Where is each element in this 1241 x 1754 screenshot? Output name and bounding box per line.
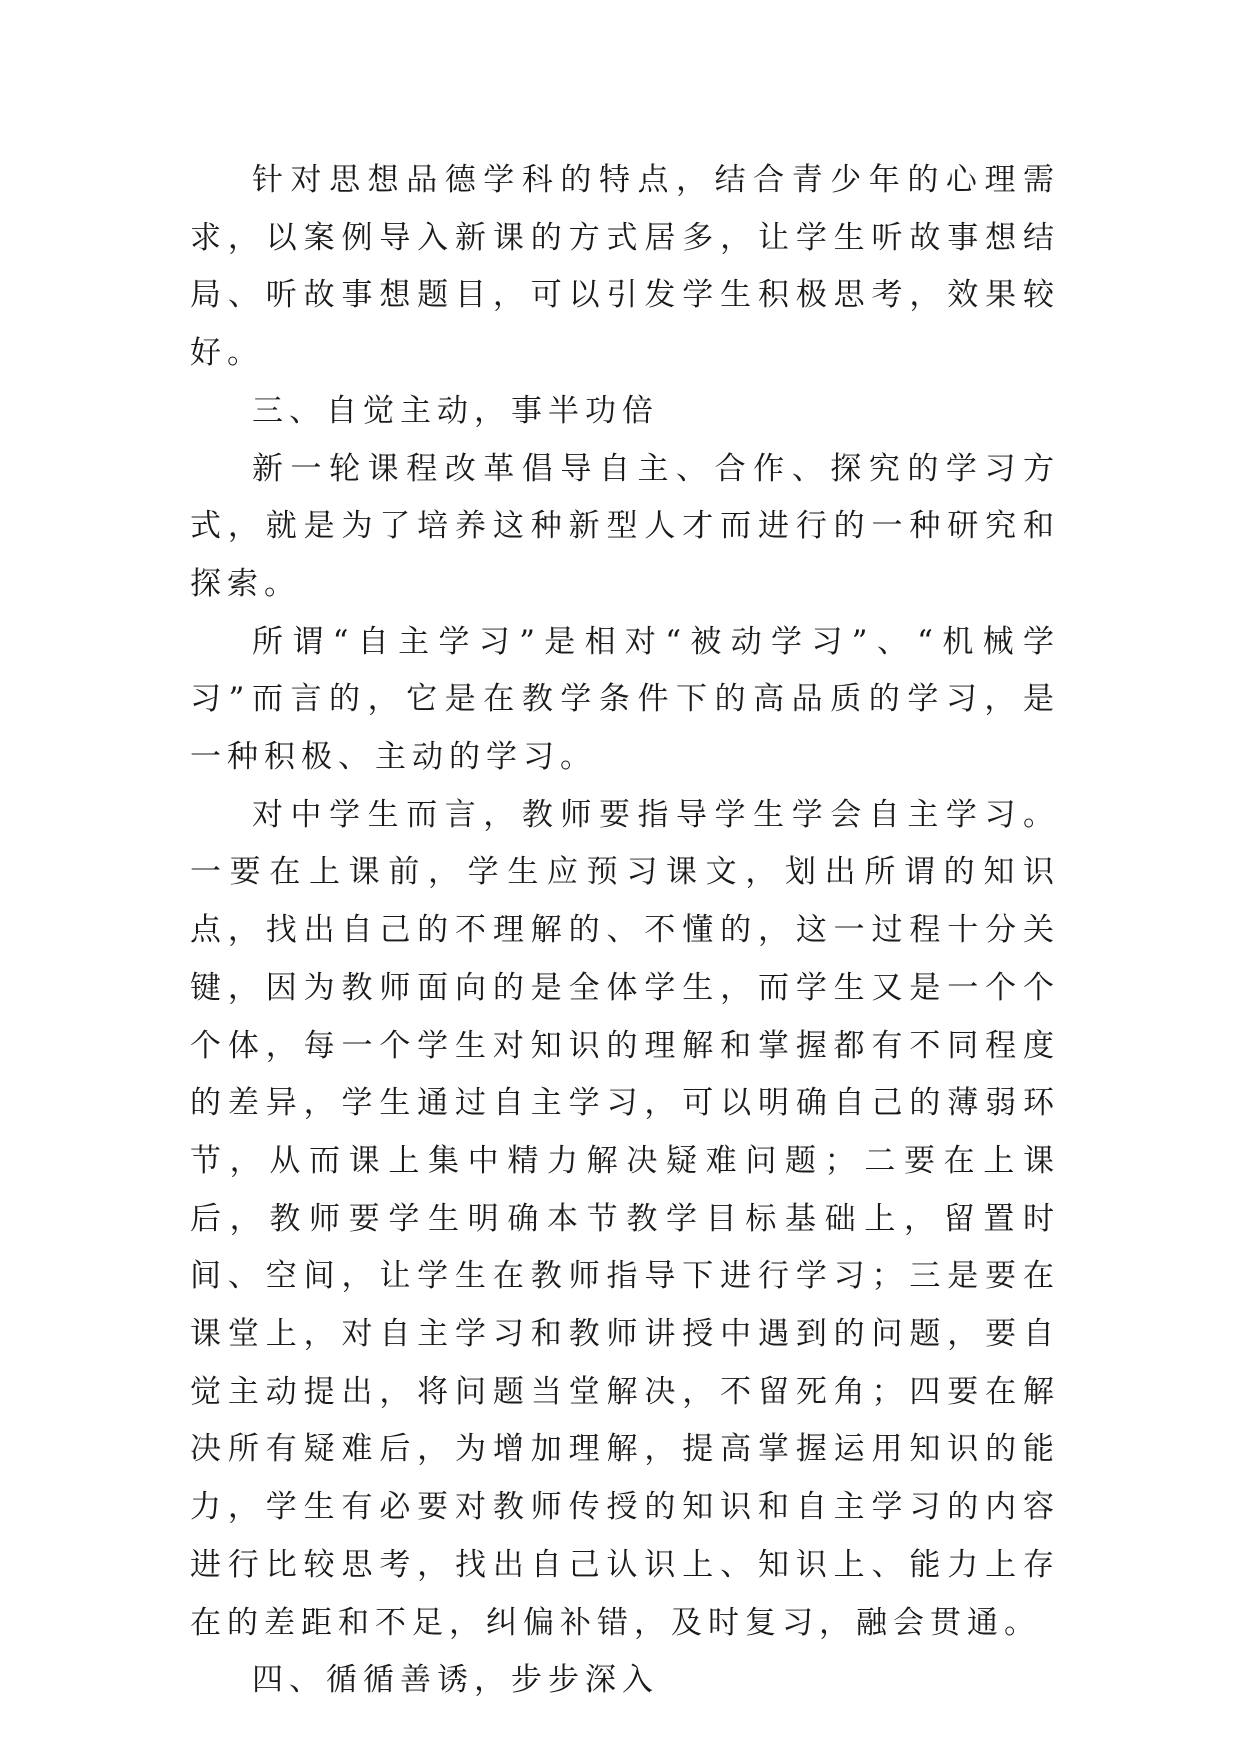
document-body (190, 152, 1060, 1710)
section-heading-four: 四、循循善诱，步步深入 (252, 1662, 659, 1699)
paragraph-autonomous-learning-definition: 所谓“自主学习”是相对“被动学习”、“机械学习”而言的，它是在教学条件下的高品质的学习，是一种积极、主动的学习。 (190, 623, 1060, 776)
paragraph-curriculum-reform: 新一轮课程改革倡导自主、合作、探究的学习方式，就是为了培养这种新型人才而进行的一种研究和探索。 (190, 450, 1060, 602)
paragraph-case-introduction: 针对思想品德学科的特点，结合青少年的心理需求，以案例导入新课的方式居多，让学生听故事想结局、听故事想题目，可以引发学生积极思考，效果较好。 (190, 162, 1060, 372)
paragraph-student-guidance: 对中学生而言，教师要指导学生学会自主学习。一要在上课前，学生应预习课文，划出所谓的知识点，找出自己的不理解的、不懂的，这一过程十分关键，因为教师面向的是全体学生，而学生又是一个个个体，每一个学生对知识的理解和掌握都有不同程度的差异，学生通过自主学习，可以明确自己的薄弱环节，从而课上集中精力解决疑难问题；二要在上课后，教师要学生明确本节教学目标基础上，留置时间、空间，让学生在教师指导下进行学习；三是要在课堂上，对自主学习和教师讲授中遇到的问题，要自觉主动提出，将问题当堂解决，不留死角；四要在解决所有疑难后，为增加理解，提高掌握运用知识的能力，学生有必要对教师传授的知识和自主学习的内容进行比较思考，找出自己认识上、知识上、能力上存在的差距和不足，纠偏补错，及时复习，融会贯通。 (190, 796, 1060, 1641)
section-heading-three: 三、自觉主动，事半功倍 (252, 392, 659, 429)
